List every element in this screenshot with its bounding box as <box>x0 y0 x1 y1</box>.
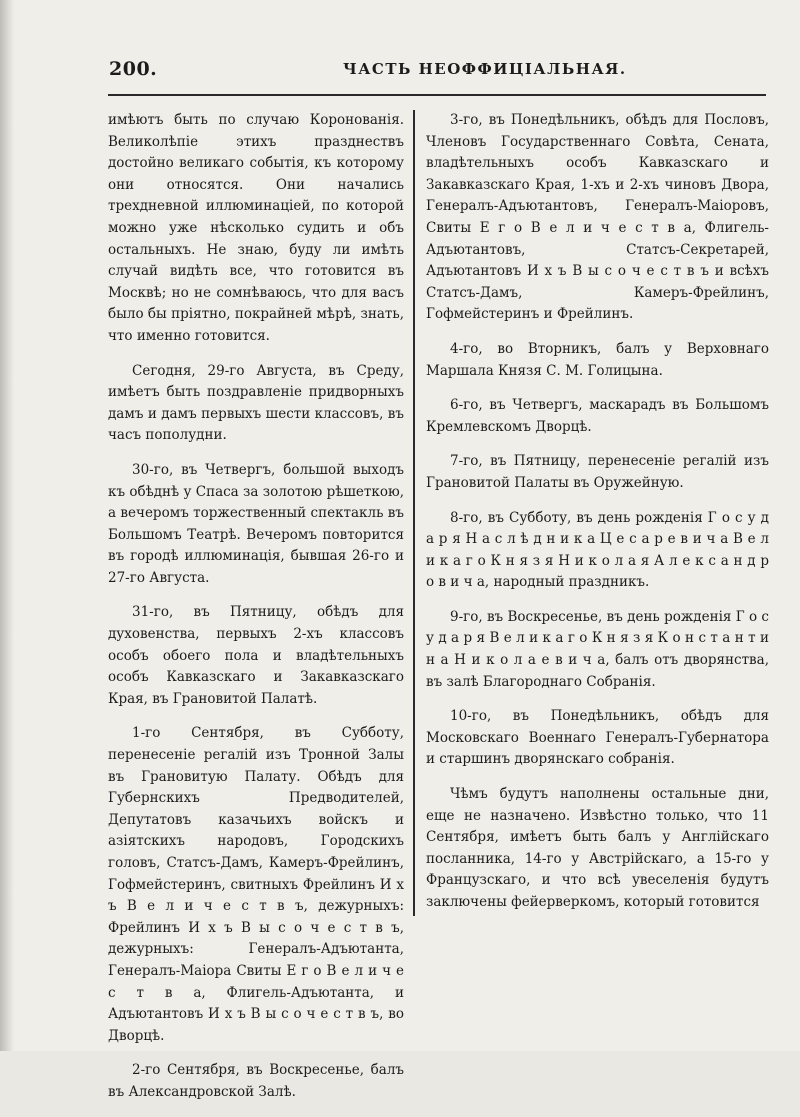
right-column <box>426 110 769 927</box>
left-column <box>108 110 404 1117</box>
page-header <box>95 58 775 86</box>
running-head: ЧАСТЬ НЕОФФИЦІАЛЬНАЯ. <box>343 60 627 78</box>
paragraph: 3-го, въ Понедѣльникъ, обѣдъ для Пословъ, Членовъ Государственнаго Совѣта, Сената, владѣтельныхъ особъ Кавказскаго и Закавказскаго Края, 1-хъ и 2-хъ чиновъ Двора, Генералъ-Адъютантовъ, Генералъ-Маіоровъ, Свиты Е г о В е л и ч е с т в а, Флигель-Адъютантовъ, Статсъ-Секретарей, Адъютантовъ И х ъ В ы с о ч е с т в ъ и всѣхъ Статсъ-Дамъ, Камеръ-Фрейлинъ, Гофмейстеринъ и Фрейлинъ. <box>426 112 769 323</box>
paragraph: 1-го Сентября, въ Субботу, перенесеніе регалій изъ Тронной Залы въ Грановитую Палату. Обѣдъ для Губернскихъ Предводителей, Депутатовъ казачьихъ войскъ и азіятскихъ народовъ, Городскихъ головъ, Статсъ-Дамъ, Камеръ-Фрейлинъ, Гофмейстеринъ, свитныхъ Фрейлинъ И х ъ В е л и ч е с т в ъ, дежурныхъ: Фрейлинъ И х ъ В ы с о ч е с т в ъ, дежурныхъ: Генералъ-Адъютанта, Генералъ-Маіора Свиты Е г о В е л и ч е с т в а, Флигель-Адъютанта, и Адъютантовъ И х ъ В ы с о ч е с т в ъ, во Дворцѣ. <box>108 725 404 1044</box>
paragraph: Сегодня, 29-го Августа, въ Среду, имѣетъ быть поздравленіе придворныхъ дамъ и дамъ первыхъ шести классовъ, въ часъ пополудни. <box>108 362 404 444</box>
paragraph: 7-го, въ Пятницу, перенесеніе регалій изъ Грановитой Палаты въ Оружейную. <box>426 453 769 491</box>
header-rule <box>108 94 766 96</box>
paragraph: 6-го, въ Четвергъ, маскарадъ въ Большомъ Кремлевскомъ Дворцѣ. <box>426 397 769 435</box>
paragraph: 30-го, въ Четвергъ, большой выходъ къ обѣднѣ у Спаса за золотою рѣшеткою, а вечеромъ торжественный спектакль въ Большомъ Театрѣ. Вечеромъ повторится въ городѣ иллюминація, бывшая 26-го и 27-го Августа. <box>108 461 404 586</box>
paragraph: 4-го, во Вторникъ, балъ у Верховнаго Маршала Князя С. М. Голицына. <box>426 340 769 379</box>
page-number: 200. <box>109 58 158 80</box>
column-divider <box>413 110 415 916</box>
paragraph: 2-го Сентября, въ Воскресенье, балъ въ Александровской Залѣ. <box>108 1062 404 1100</box>
paragraph: 8-го, въ Субботу, въ день рожденія Г о с у д а р я Н а с л ѣ д н и к а Ц е с а р е в и ч а В е л и к а г о К н я з я Н и к о л а я А л е к с а н д р о в и ч а, народный праздникъ. <box>426 509 769 591</box>
paragraph: 31-го, въ Пятницу, обѣдъ для духовенства, первыхъ 2-хъ классовъ особъ обоего пола и владѣтельныхъ особъ Кавказскаго и Закавказскаго Края, въ Грановитой Палатѣ. <box>108 604 404 707</box>
paragraph: Чѣмъ будутъ наполнены остальные дни, еще не назначено. Извѣстно только, что 11 Сентября, имѣетъ быть балъ у Англійскаго посланника, 14-го у Австрійскаго, а 15-го у Французскаго, и что всѣ увеселенія будутъ заключены фейерверкомъ, который готовится <box>426 786 769 910</box>
paragraph: 9-го, въ Воскресенье, въ день рожденія Г о с у д а р я В е л и к а г о К н я з я К о н с т а н т и н а Н и к о л а е в и ч а, балъ отъ дворянства, въ залѣ Благороднаго Собранія. <box>426 608 769 690</box>
paragraph: имѣютъ быть по случаю Коронованія. Великолѣпіе этихъ празднествъ достойно великаго событія, къ которому они относятся. Они начались трехдневной иллюминаціей, по которой можно уже нѣсколько судить и объ остальныхъ. Не знаю, буду ли имѣть случай видѣть все, что готовится въ Москвѣ; но не сомнѣваюсь, что для васъ было бы пріятно, покрайней мѣрѣ, знать, что именно готовится. <box>108 112 404 344</box>
page-binding-edge <box>0 0 14 1051</box>
paragraph: 10-го, въ Понедѣльникъ, обѣдъ для Московскаго Военнаго Генералъ-Губернатора и старшинъ дворянскаго собранія. <box>426 708 769 768</box>
